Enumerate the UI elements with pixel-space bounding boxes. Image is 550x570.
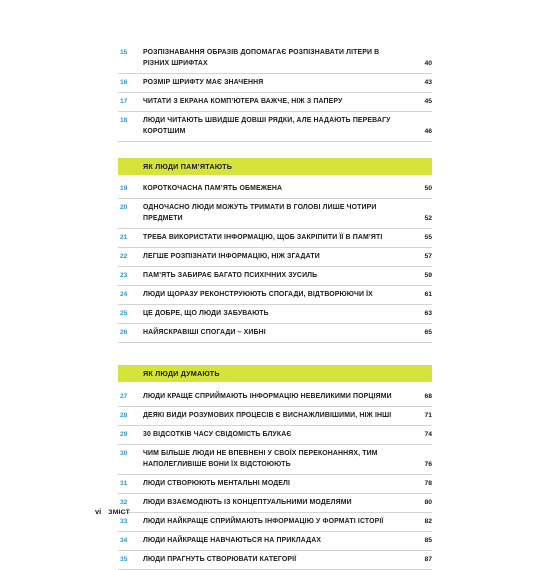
chapter-title: ЛЮДИ СТВОРЮЮТЬ МЕНТАЛЬНІ МОДЕЛІ bbox=[143, 480, 291, 487]
chapter-title: ЛЕГШЕ РОЗПІЗНАТИ ІНФОРМАЦІЮ, НІЖ ЗГАДАТИ bbox=[143, 253, 320, 260]
toc-entry[interactable] bbox=[118, 513, 432, 532]
chapter-number: 27 bbox=[120, 393, 128, 400]
toc-entry[interactable] bbox=[118, 445, 432, 475]
page-number: 68 bbox=[424, 393, 432, 400]
toc-entry[interactable] bbox=[118, 267, 432, 286]
chapter-title: ЛЮДИ НАЙКРАЩЕ НАВЧАЮТЬСЯ НА ПРИКЛАДАХ bbox=[143, 537, 322, 544]
toc-entry[interactable] bbox=[118, 229, 432, 248]
page-number: 46 bbox=[424, 128, 432, 135]
chapter-title: ЛЮДИ ВЗАЄМОДІЮТЬ ІЗ КОНЦЕПТУАЛЬНИМИ МОДЕЛЯМИ bbox=[143, 499, 352, 506]
toc-entry[interactable] bbox=[118, 407, 432, 426]
chapter-number: 17 bbox=[120, 98, 128, 105]
toc-entry[interactable] bbox=[118, 112, 432, 142]
chapter-number: 31 bbox=[120, 480, 128, 487]
page-folio: vi bbox=[95, 507, 102, 516]
chapter-title: ОДНОЧАСНО ЛЮДИ МОЖУТЬ ТРИМАТИ В ГОЛОВІ ЛИШЕ ЧОТИРИ ПРЕДМЕТИ bbox=[143, 204, 377, 222]
toc-entry[interactable] bbox=[118, 93, 432, 112]
chapter-number: 23 bbox=[120, 272, 128, 279]
page-number: 45 bbox=[424, 98, 432, 105]
page-number: 80 bbox=[424, 499, 432, 506]
chapter-number: 26 bbox=[120, 329, 128, 336]
chapter-number: 21 bbox=[120, 234, 128, 241]
section-title: ЯК ЛЮДИ ДУМАЮТЬ bbox=[143, 369, 220, 378]
chapter-number: 33 bbox=[120, 518, 128, 525]
table-of-contents bbox=[118, 44, 432, 570]
toc-entry[interactable] bbox=[118, 305, 432, 324]
toc-entry[interactable] bbox=[118, 388, 432, 407]
page-number: 76 bbox=[424, 461, 432, 468]
chapter-title: ЧИТАТИ З ЕКРАНА КОМП’ЮТЕРА ВАЖЧЕ, НІЖ З ПАПЕРУ bbox=[143, 98, 343, 105]
page-number: 82 bbox=[424, 518, 432, 525]
running-footer-label: ЗМІСТ bbox=[108, 509, 130, 516]
chapter-title: ЛЮДИ ЩОРАЗУ РЕКОНСТРУЮЮТЬ СПОГАДИ, ВІДТВОРЮЮЧИ ЇХ bbox=[143, 291, 373, 298]
page-number: 71 bbox=[424, 412, 432, 419]
chapter-title: ЛЮДИ НАЙКРАЩЕ СПРИЙМАЮТЬ ІНФОРМАЦІЮ У ФОРМАТІ ІСТОРІЇ bbox=[143, 518, 384, 525]
toc-group-reading bbox=[118, 44, 432, 142]
toc-group-memory bbox=[118, 180, 432, 343]
page-number: 43 bbox=[424, 79, 432, 86]
chapter-title: КОРОТКОЧАСНА ПАМ’ЯТЬ ОБМЕЖЕНА bbox=[143, 185, 283, 192]
chapter-title: 30 ВІДСОТКІВ ЧАСУ СВІДОМІСТЬ БЛУКАЄ bbox=[143, 431, 292, 438]
chapter-number: 25 bbox=[120, 310, 128, 317]
chapter-number: 30 bbox=[120, 450, 128, 457]
page-number: 55 bbox=[424, 234, 432, 241]
page-number: 61 bbox=[424, 291, 432, 298]
chapter-title: ПАМ’ЯТЬ ЗАБИРАЄ БАГАТО ПСИХІЧНИХ ЗУСИЛЬ bbox=[143, 272, 318, 279]
toc-group-thinking bbox=[118, 388, 432, 570]
chapter-number: 28 bbox=[120, 412, 128, 419]
page-number: 74 bbox=[424, 431, 432, 438]
chapter-title: ЦЕ ДОБРЕ, ЩО ЛЮДИ ЗАБУВАЮТЬ bbox=[143, 310, 269, 317]
page-footer bbox=[95, 507, 130, 516]
toc-entry[interactable] bbox=[118, 532, 432, 551]
chapter-number: 16 bbox=[120, 79, 128, 86]
page-number: 50 bbox=[424, 185, 432, 192]
chapter-number: 34 bbox=[120, 537, 128, 544]
section-header-thinking bbox=[118, 365, 432, 382]
page-number: 65 bbox=[424, 329, 432, 336]
toc-entry[interactable] bbox=[118, 324, 432, 343]
chapter-number: 22 bbox=[120, 253, 128, 260]
chapter-title: ЛЮДИ ЧИТАЮТЬ ШВИДШЕ ДОВШІ РЯДКИ, АЛЕ НАДАЮТЬ ПЕРЕВАГУ КОРОТШИМ bbox=[143, 117, 391, 135]
chapter-title: ЛЮДИ ПРАГНУТЬ СТВОРЮВАТИ КАТЕГОРІЇ bbox=[143, 556, 297, 563]
chapter-number: 29 bbox=[120, 431, 128, 438]
page-number: 40 bbox=[424, 60, 432, 67]
page-number: 57 bbox=[424, 253, 432, 260]
chapter-title: НАЙЯСКРАВІШІ СПОГАДИ – ХИБНІ bbox=[143, 329, 266, 336]
toc-entry[interactable] bbox=[118, 551, 432, 570]
chapter-title: РОЗМІР ШРИФТУ МАЄ ЗНАЧЕННЯ bbox=[143, 79, 264, 86]
chapter-title: ТРЕБА ВИКОРИСТАТИ ІНФОРМАЦІЮ, ЩОБ ЗАКРІПИТИ ЇЇ В ПАМ’ЯТІ bbox=[143, 234, 383, 241]
page-number: 78 bbox=[424, 480, 432, 487]
toc-entry[interactable] bbox=[118, 494, 432, 513]
toc-entry[interactable] bbox=[118, 199, 432, 229]
chapter-number: 32 bbox=[120, 499, 128, 506]
section-header-memory bbox=[118, 158, 432, 175]
chapter-title: ЧИМ БІЛЬШЕ ЛЮДИ НЕ ВПЕВНЕНІ У СВОЇХ ПЕРЕКОНАННЯХ, ТИМ НАПОЛЕГЛИВІШЕ ВОНИ ЇХ ВІДСТОЮЮТЬ bbox=[143, 450, 378, 468]
toc-entry[interactable] bbox=[118, 475, 432, 494]
chapter-number: 20 bbox=[120, 204, 128, 211]
section-title: ЯК ЛЮДИ ПАМ’ЯТАЮТЬ bbox=[143, 162, 233, 171]
toc-entry[interactable] bbox=[118, 180, 432, 199]
chapter-number: 35 bbox=[120, 556, 128, 563]
chapter-number: 15 bbox=[120, 49, 128, 56]
page-number: 85 bbox=[424, 537, 432, 544]
page-number: 63 bbox=[424, 310, 432, 317]
toc-entry[interactable] bbox=[118, 74, 432, 93]
page-number: 59 bbox=[424, 272, 432, 279]
toc-entry[interactable] bbox=[118, 44, 432, 74]
chapter-title: РОЗПІЗНАВАННЯ ОБРАЗІВ ДОПОМАГАЄ РОЗПІЗНАВАТИ ЛІТЕРИ В РІЗНИХ ШРИФТАХ bbox=[143, 49, 380, 67]
chapter-title: ДЕЯКІ ВИДИ РОЗУМОВИХ ПРОЦЕСІВ Є ВИСНАЖЛИВІШИМИ, НІЖ ІНШІ bbox=[143, 412, 392, 419]
page-number: 87 bbox=[424, 556, 432, 563]
chapter-number: 24 bbox=[120, 291, 128, 298]
page-number: 52 bbox=[424, 215, 432, 222]
chapter-title: ЛЮДИ КРАЩЕ СПРИЙМАЮТЬ ІНФОРМАЦІЮ НЕВЕЛИКИМИ ПОРЦІЯМИ bbox=[143, 393, 392, 400]
toc-entry[interactable] bbox=[118, 426, 432, 445]
toc-entry[interactable] bbox=[118, 248, 432, 267]
toc-entry[interactable] bbox=[118, 286, 432, 305]
chapter-number: 18 bbox=[120, 117, 128, 124]
chapter-number: 19 bbox=[120, 185, 128, 192]
